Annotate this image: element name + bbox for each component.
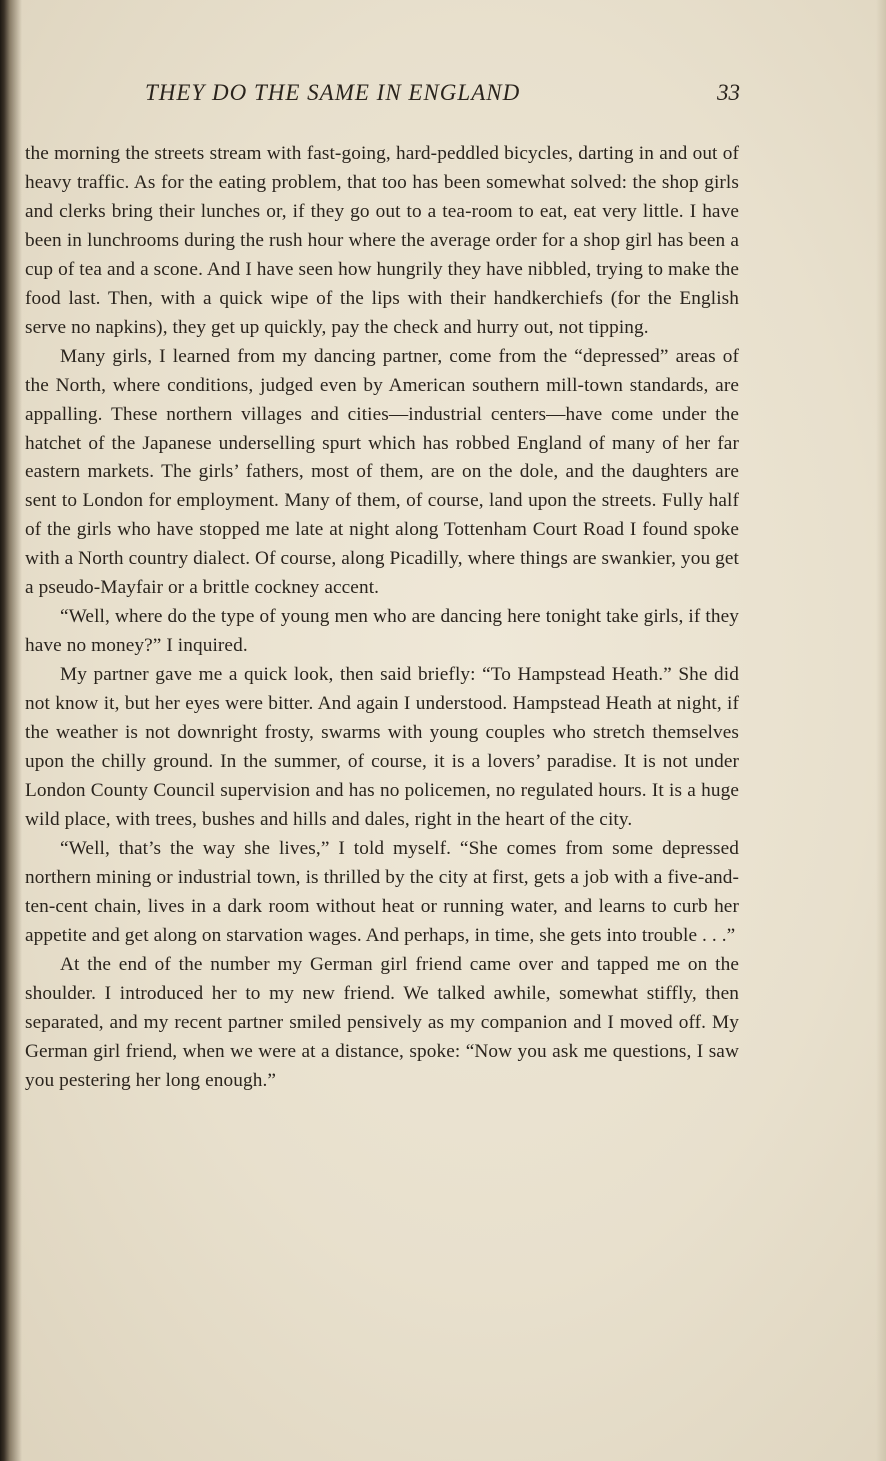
paragraph: “Well, where do the type of young men who are dancing here tonight take girls, if they have no money?” I inquired. bbox=[25, 606, 739, 657]
binding-gutter bbox=[0, 0, 22, 1461]
paragraph-continued: the morning the streets stream with fast-going, hard-peddled bicycles, darting in and out of heavy traffic. As for the eating problem, that too has been somewhat solved: the shop girls and clerks bring their lunches or, if they go out to a tea-room to eat, eat very little. I have been in lunchrooms during the rush hour where the average order for a shop girl has been a cup of tea and a scone. And I have seen how hungrily they have nibbled, trying to make the food last. Then, with a quick wipe of the lips with their handkerchiefs (for the English serve no napkins), they get up quickly, pay the check and hurry out, not tipping. bbox=[25, 143, 739, 338]
paragraph: Many girls, I learned from my dancing partner, come from the “depressed” areas of the North, where conditions, judged even by American southern mill-town standards, are appalling. These northern villages and cities—industrial centers—have come under the hatchet of the Japanese underselling spurt which has robbed England of many of her far eastern markets. The girls’ fathers, most of them, are on the dole, and the daughters are sent to London for employment. Many of them, of course, land upon the streets. Fully half of the girls who have stopped me late at night along Tottenham Court Road I found spoke with a North country dialect. Of course, along Picadilly, where things are swankier, you get a pseudo-Mayfair or a brittle cockney accent. bbox=[25, 345, 739, 599]
page-number: 33 bbox=[717, 80, 740, 105]
paragraph: “Well, that’s the way she lives,” I told myself. “She comes from some depressed northern mining or industrial town, is thrilled by the city at first, gets a job with a five-and-ten-cent chain, lives in a dark room without heat or running water, and learns to curb her appetite and get along on starvation wages. And perhaps, in time, she gets into trouble . . .” bbox=[25, 837, 739, 946]
page-edge bbox=[876, 0, 886, 1461]
running-head: THEY DO THE SAME IN ENGLAND bbox=[145, 80, 521, 105]
page-header bbox=[60, 80, 740, 110]
paragraph: My partner gave me a quick look, then said briefly: “To Hampstead Heath.” She did not know it, but her eyes were bitter. And again I understood. Hampstead Heath at night, if the weather is not downright frosty, swarms with young couples who stretch themselves upon the chilly ground. In the summer, of course, it is a lovers’ paradise. It is not under London County Council supervision and has no policemen, no regulated hours. It is a huge wild place, with trees, bushes and hills and dales, right in the heart of the city. bbox=[25, 664, 739, 830]
paragraph: At the end of the number my German girl friend came over and tapped me on the shoulder. I introduced her to my new friend. We talked awhile, somewhat stiffly, then separated, and my recent partner smiled pensively as my companion and I moved off. My German girl friend, when we were at a distance, spoke: “Now you ask me questions, I saw you pestering her long enough.” bbox=[25, 953, 739, 1091]
body-text bbox=[25, 140, 739, 1095]
